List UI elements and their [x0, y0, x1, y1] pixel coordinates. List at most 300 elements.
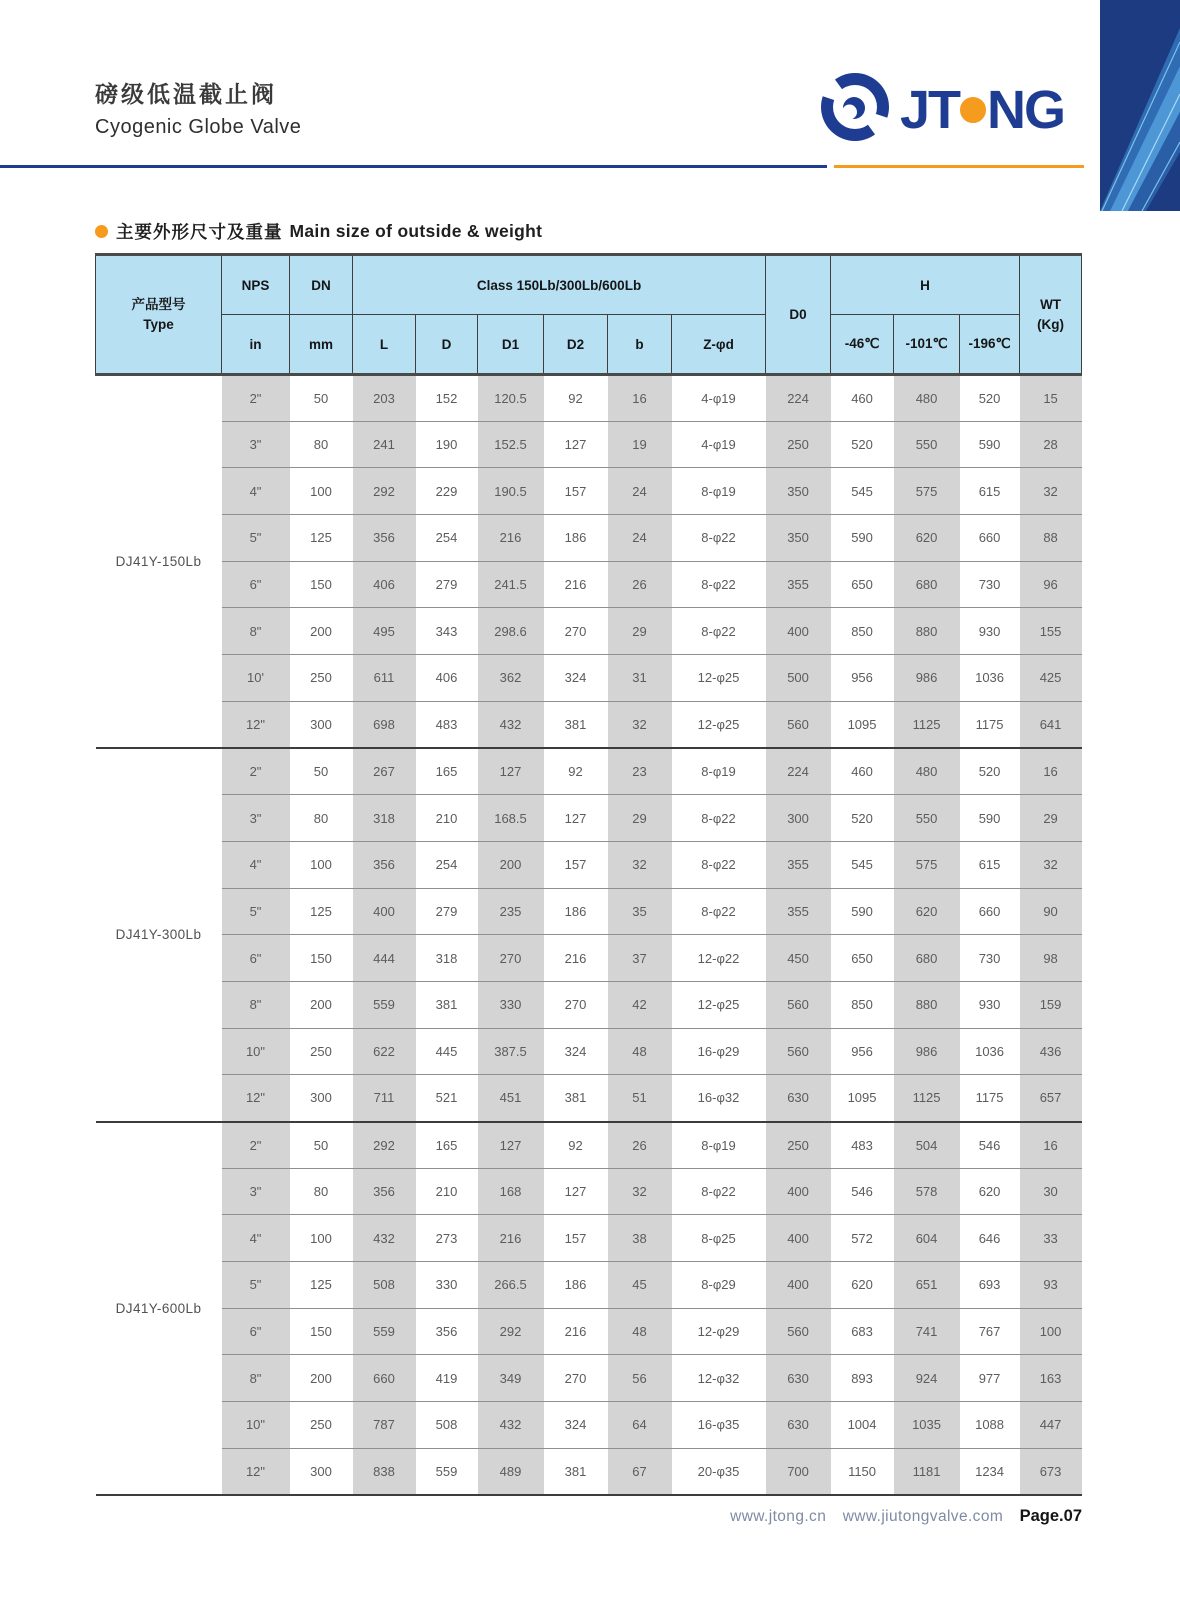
table-cell: 838 [353, 1448, 416, 1495]
table-cell: 1095 [831, 701, 894, 748]
table-cell: 127 [544, 421, 608, 468]
table-cell: 10' [222, 655, 290, 702]
table-body [96, 375, 1082, 1496]
table-cell: 4" [222, 841, 290, 888]
jtong-logo-text [900, 79, 1064, 141]
table-cell: 560 [766, 1028, 831, 1075]
table-cell: 45 [608, 1262, 672, 1309]
col-header-L: L [353, 315, 416, 375]
table-cell: 190.5 [478, 468, 544, 515]
page-footer [0, 1507, 1082, 1526]
table-cell: 578 [894, 1168, 960, 1215]
table-cell: 8-φ22 [672, 561, 766, 608]
table-cell: 216 [478, 1215, 544, 1262]
table-cell: 8-φ22 [672, 1168, 766, 1215]
table-cell: 2" [222, 1122, 290, 1169]
table-cell: 318 [416, 935, 478, 982]
table-cell: 32 [608, 1168, 672, 1215]
table-cell: 8-φ19 [672, 1122, 766, 1169]
table-cell: 508 [416, 1402, 478, 1449]
table-row [96, 981, 1082, 1028]
table-cell: 48 [608, 1028, 672, 1075]
table-cell: 224 [766, 375, 831, 422]
table-cell: 1175 [960, 701, 1020, 748]
table-cell: 400 [766, 1262, 831, 1309]
corner-stripes-graphic [1100, 0, 1180, 216]
table-cell: 330 [416, 1262, 478, 1309]
table-cell: 100 [290, 841, 353, 888]
table-cell: 8-φ22 [672, 888, 766, 935]
table-cell: 673 [1020, 1448, 1082, 1495]
table-row [96, 1168, 1082, 1215]
table-cell: 343 [416, 608, 478, 655]
table-cell: 400 [766, 608, 831, 655]
table-cell: 67 [608, 1448, 672, 1495]
table-cell: 2" [222, 748, 290, 795]
table-cell: 186 [544, 1262, 608, 1309]
table-cell: 850 [831, 981, 894, 1028]
table-cell: 400 [353, 888, 416, 935]
table-cell: 186 [544, 515, 608, 562]
table-cell: 560 [766, 701, 831, 748]
table-cell: 267 [353, 748, 416, 795]
table-cell: 741 [894, 1308, 960, 1355]
table-cell: 12-φ29 [672, 1308, 766, 1355]
table-cell: 127 [478, 1122, 544, 1169]
table-cell: 241 [353, 421, 416, 468]
col-header-nps: NPS [222, 255, 290, 315]
table-row [96, 1448, 1082, 1495]
table-cell: 349 [478, 1355, 544, 1402]
table-cell: 575 [894, 468, 960, 515]
table-cell: 330 [478, 981, 544, 1028]
table-cell: 680 [894, 935, 960, 982]
col-header-type: 产品型号 Type [96, 255, 222, 375]
table-cell: 646 [960, 1215, 1020, 1262]
header-rule-blue [0, 165, 827, 168]
table-cell: 650 [831, 935, 894, 982]
table-cell: 520 [960, 375, 1020, 422]
table-cell: 1175 [960, 1075, 1020, 1122]
table-row [96, 888, 1082, 935]
table-cell: 127 [544, 795, 608, 842]
table-cell: 615 [960, 468, 1020, 515]
dimensions-table [95, 253, 1082, 1496]
table-cell: 1095 [831, 1075, 894, 1122]
table-row [96, 701, 1082, 748]
table-cell: 324 [544, 655, 608, 702]
table-cell: 168 [478, 1168, 544, 1215]
dimensions-table-wrap [95, 253, 1082, 1496]
table-cell: 26 [608, 1122, 672, 1169]
table-cell: 12-φ25 [672, 981, 766, 1028]
table-cell: 125 [290, 888, 353, 935]
table-cell: 250 [290, 1402, 353, 1449]
section-title-zh: 主要外形尺寸及重量 [116, 222, 283, 242]
table-cell: 300 [290, 1448, 353, 1495]
table-cell: 590 [831, 888, 894, 935]
table-cell: 444 [353, 935, 416, 982]
table-cell: 630 [766, 1075, 831, 1122]
table-cell: 447 [1020, 1402, 1082, 1449]
table-cell: 12" [222, 1448, 290, 1495]
table-cell: 500 [766, 655, 831, 702]
table-cell: 355 [766, 841, 831, 888]
table-cell: 400 [766, 1168, 831, 1215]
table-row [96, 935, 1082, 982]
table-cell: 12-φ22 [672, 935, 766, 982]
table-cell: 8-φ22 [672, 795, 766, 842]
table-cell: 19 [608, 421, 672, 468]
table-cell: 604 [894, 1215, 960, 1262]
table-cell: 436 [1020, 1028, 1082, 1075]
table-cell: 96 [1020, 561, 1082, 608]
table-cell: 730 [960, 935, 1020, 982]
table-cell: 48 [608, 1308, 672, 1355]
table-cell: 977 [960, 1355, 1020, 1402]
table-cell: 165 [416, 1122, 478, 1169]
table-cell: 8" [222, 608, 290, 655]
table-cell: 893 [831, 1355, 894, 1402]
table-cell: 693 [960, 1262, 1020, 1309]
table-cell: 270 [544, 608, 608, 655]
table-cell: 483 [831, 1122, 894, 1169]
table-row [96, 1308, 1082, 1355]
table-cell: 125 [290, 1262, 353, 1309]
table-cell: 29 [608, 795, 672, 842]
table-row [96, 1355, 1082, 1402]
table-cell: 3" [222, 421, 290, 468]
table-cell: 250 [766, 421, 831, 468]
table-cell: 33 [1020, 1215, 1082, 1262]
table-cell: 50 [290, 748, 353, 795]
footer-page-number: Page.07 [1019, 1507, 1082, 1525]
table-cell: 12" [222, 701, 290, 748]
table-cell: 350 [766, 468, 831, 515]
table-cell: 8-φ22 [672, 608, 766, 655]
product-type-label: DJ41Y-600Lb [96, 1122, 222, 1496]
table-cell: 235 [478, 888, 544, 935]
table-cell: 168.5 [478, 795, 544, 842]
table-cell: 489 [478, 1448, 544, 1495]
table-cell: 575 [894, 841, 960, 888]
table-cell: 559 [353, 981, 416, 1028]
table-row [96, 841, 1082, 888]
table-cell: 1234 [960, 1448, 1020, 1495]
table-cell: 8" [222, 1355, 290, 1402]
table-cell: 28 [1020, 421, 1082, 468]
table-cell: 324 [544, 1402, 608, 1449]
table-cell: 650 [831, 561, 894, 608]
table-cell: 956 [831, 1028, 894, 1075]
table-cell: 270 [544, 1355, 608, 1402]
table-cell: 1036 [960, 1028, 1020, 1075]
table-cell: 64 [608, 1402, 672, 1449]
section-title-en: Main size of outside & weight [289, 221, 543, 241]
table-header [96, 255, 1082, 375]
table-cell: 20-φ35 [672, 1448, 766, 1495]
table-cell: 23 [608, 748, 672, 795]
table-cell: 622 [353, 1028, 416, 1075]
table-cell: 432 [353, 1215, 416, 1262]
table-cell: 16-φ35 [672, 1402, 766, 1449]
table-cell: 300 [766, 795, 831, 842]
table-cell: 10" [222, 1028, 290, 1075]
table-cell: 590 [960, 795, 1020, 842]
table-row [96, 655, 1082, 702]
table-cell: 29 [1020, 795, 1082, 842]
table-cell: 32 [608, 701, 672, 748]
table-cell: 381 [544, 701, 608, 748]
table-cell: 250 [290, 655, 353, 702]
table-cell: 6" [222, 561, 290, 608]
table-cell: 216 [544, 1308, 608, 1355]
col-header-minus196: -196℃ [960, 315, 1020, 375]
col-header-zphid: Z-φd [672, 315, 766, 375]
table-cell: 460 [831, 375, 894, 422]
table-cell: 406 [353, 561, 416, 608]
col-header-wt: WT (Kg) [1020, 255, 1082, 375]
table-cell: 31 [608, 655, 672, 702]
logo-letters-jt: JT [900, 79, 960, 140]
table-cell: 279 [416, 888, 478, 935]
table-cell: 127 [478, 748, 544, 795]
table-cell: 4" [222, 1215, 290, 1262]
table-row [96, 561, 1082, 608]
table-cell: 520 [831, 421, 894, 468]
table-cell: 381 [544, 1448, 608, 1495]
table-cell: 545 [831, 468, 894, 515]
table-cell: 12-φ32 [672, 1355, 766, 1402]
table-cell: 100 [290, 468, 353, 515]
table-cell: 504 [894, 1122, 960, 1169]
table-cell: 16-φ32 [672, 1075, 766, 1122]
table-cell: 520 [831, 795, 894, 842]
table-cell: 355 [766, 888, 831, 935]
table-cell: 730 [960, 561, 1020, 608]
table-cell: 250 [290, 1028, 353, 1075]
logo-orange-o [960, 97, 986, 123]
table-cell: 445 [416, 1028, 478, 1075]
table-cell: 210 [416, 795, 478, 842]
table-cell: 698 [353, 701, 416, 748]
table-cell: 4-φ19 [672, 375, 766, 422]
table-cell: 6" [222, 1308, 290, 1355]
table-cell: 300 [290, 701, 353, 748]
logo-letters-ng: NG [987, 79, 1065, 140]
table-cell: 5" [222, 515, 290, 562]
table-row [96, 1028, 1082, 1075]
table-cell: 216 [544, 935, 608, 982]
table-cell: 362 [478, 655, 544, 702]
table-cell: 3" [222, 1168, 290, 1215]
table-cell: 986 [894, 1028, 960, 1075]
table-cell: 125 [290, 515, 353, 562]
table-cell: 216 [478, 515, 544, 562]
table-cell: 92 [544, 375, 608, 422]
table-cell: 8-φ29 [672, 1262, 766, 1309]
table-cell: 620 [960, 1168, 1020, 1215]
table-cell: 425 [1020, 655, 1082, 702]
table-cell: 1035 [894, 1402, 960, 1449]
table-cell: 163 [1020, 1355, 1082, 1402]
table-cell: 419 [416, 1355, 478, 1402]
table-cell: 356 [416, 1308, 478, 1355]
table-cell: 460 [831, 748, 894, 795]
table-cell: 630 [766, 1402, 831, 1449]
table-cell: 451 [478, 1075, 544, 1122]
table-cell: 2" [222, 375, 290, 422]
table-cell: 4-φ19 [672, 421, 766, 468]
table-cell: 38 [608, 1215, 672, 1262]
table-cell: 520 [960, 748, 1020, 795]
table-cell: 152 [416, 375, 478, 422]
table-cell: 387.5 [478, 1028, 544, 1075]
table-cell: 266.5 [478, 1262, 544, 1309]
table-cell: 559 [353, 1308, 416, 1355]
table-cell: 590 [960, 421, 1020, 468]
table-cell: 930 [960, 608, 1020, 655]
table-cell: 356 [353, 841, 416, 888]
table-cell: 880 [894, 981, 960, 1028]
table-cell: 120.5 [478, 375, 544, 422]
table-cell: 495 [353, 608, 416, 655]
table-cell: 12" [222, 1075, 290, 1122]
table-cell: 318 [353, 795, 416, 842]
table-cell: 550 [894, 795, 960, 842]
table-cell: 767 [960, 1308, 1020, 1355]
page-title-zh: 磅级低温截止阀 [95, 81, 277, 107]
table-cell: 51 [608, 1075, 672, 1122]
table-cell: 12-φ25 [672, 655, 766, 702]
table-cell: 660 [353, 1355, 416, 1402]
table-cell: 651 [894, 1262, 960, 1309]
table-cell: 155 [1020, 608, 1082, 655]
table-cell: 50 [290, 1122, 353, 1169]
table-row [96, 375, 1082, 422]
table-cell: 150 [290, 1308, 353, 1355]
col-header-d0: D0 [766, 255, 831, 375]
table-cell: 152.5 [478, 421, 544, 468]
table-cell: 590 [831, 515, 894, 562]
table-cell: 16 [608, 375, 672, 422]
table-cell: 8-φ19 [672, 468, 766, 515]
table-cell: 270 [478, 935, 544, 982]
table-row [96, 1075, 1082, 1122]
table-cell: 1125 [894, 701, 960, 748]
table-cell: 880 [894, 608, 960, 655]
table-cell: 6" [222, 935, 290, 982]
table-row [96, 515, 1082, 562]
table-row [96, 608, 1082, 655]
table-cell: 5" [222, 888, 290, 935]
table-cell: 572 [831, 1215, 894, 1262]
table-cell: 30 [1020, 1168, 1082, 1215]
table-cell: 100 [290, 1215, 353, 1262]
table-cell: 1150 [831, 1448, 894, 1495]
table-cell: 1088 [960, 1402, 1020, 1449]
table-cell: 127 [544, 1168, 608, 1215]
table-cell: 24 [608, 515, 672, 562]
table-cell: 50 [290, 375, 353, 422]
table-row [96, 795, 1082, 842]
table-cell: 545 [831, 841, 894, 888]
col-header-dn: DN [290, 255, 353, 315]
table-cell: 200 [478, 841, 544, 888]
table-cell: 680 [894, 561, 960, 608]
jtong-logo [818, 70, 1064, 149]
table-cell: 406 [416, 655, 478, 702]
table-cell: 300 [290, 1075, 353, 1122]
table-cell: 98 [1020, 935, 1082, 982]
table-cell: 711 [353, 1075, 416, 1122]
table-cell: 381 [416, 981, 478, 1028]
table-cell: 400 [766, 1215, 831, 1262]
table-row [96, 748, 1082, 795]
table-cell: 683 [831, 1308, 894, 1355]
table-cell: 279 [416, 561, 478, 608]
table-cell: 660 [960, 515, 1020, 562]
col-header-minus46: -46℃ [831, 315, 894, 375]
table-cell: 92 [544, 1122, 608, 1169]
product-type-label: DJ41Y-300Lb [96, 748, 222, 1122]
footer-url-jtong: www.jtong.cn [730, 1508, 827, 1525]
table-cell: 10" [222, 1402, 290, 1449]
table-cell: 550 [894, 421, 960, 468]
table-row [96, 468, 1082, 515]
table-cell: 620 [894, 515, 960, 562]
col-header-D: D [416, 315, 478, 375]
table-cell: 254 [416, 515, 478, 562]
table-cell: 186 [544, 888, 608, 935]
table-cell: 12-φ25 [672, 701, 766, 748]
table-cell: 35 [608, 888, 672, 935]
table-cell: 1181 [894, 1448, 960, 1495]
table-cell: 93 [1020, 1262, 1082, 1309]
footer-url-jiutongvalve: www.jiutongvalve.com [842, 1508, 1004, 1525]
table-cell: 787 [353, 1402, 416, 1449]
col-header-b: b [608, 315, 672, 375]
table-row [96, 1402, 1082, 1449]
table-cell: 292 [353, 1122, 416, 1169]
table-cell: 200 [290, 981, 353, 1028]
table-row [96, 421, 1082, 468]
table-cell: 16 [1020, 1122, 1082, 1169]
col-header-D2: D2 [544, 315, 608, 375]
table-cell: 956 [831, 655, 894, 702]
table-cell: 355 [766, 561, 831, 608]
table-cell: 298.6 [478, 608, 544, 655]
table-cell: 620 [831, 1262, 894, 1309]
col-header-minus101: -101℃ [894, 315, 960, 375]
col-header-D1: D1 [478, 315, 544, 375]
table-cell: 1036 [960, 655, 1020, 702]
table-cell: 90 [1020, 888, 1082, 935]
table-cell: 150 [290, 561, 353, 608]
table-cell: 88 [1020, 515, 1082, 562]
table-cell: 292 [353, 468, 416, 515]
table-cell: 924 [894, 1355, 960, 1402]
table-cell: 8-φ19 [672, 748, 766, 795]
table-cell: 200 [290, 608, 353, 655]
jtong-swirl-globe-icon [818, 70, 892, 149]
table-cell: 32 [1020, 841, 1082, 888]
table-cell: 700 [766, 1448, 831, 1495]
table-cell: 270 [544, 981, 608, 1028]
table-cell: 559 [416, 1448, 478, 1495]
table-cell: 159 [1020, 981, 1082, 1028]
table-cell: 356 [353, 515, 416, 562]
